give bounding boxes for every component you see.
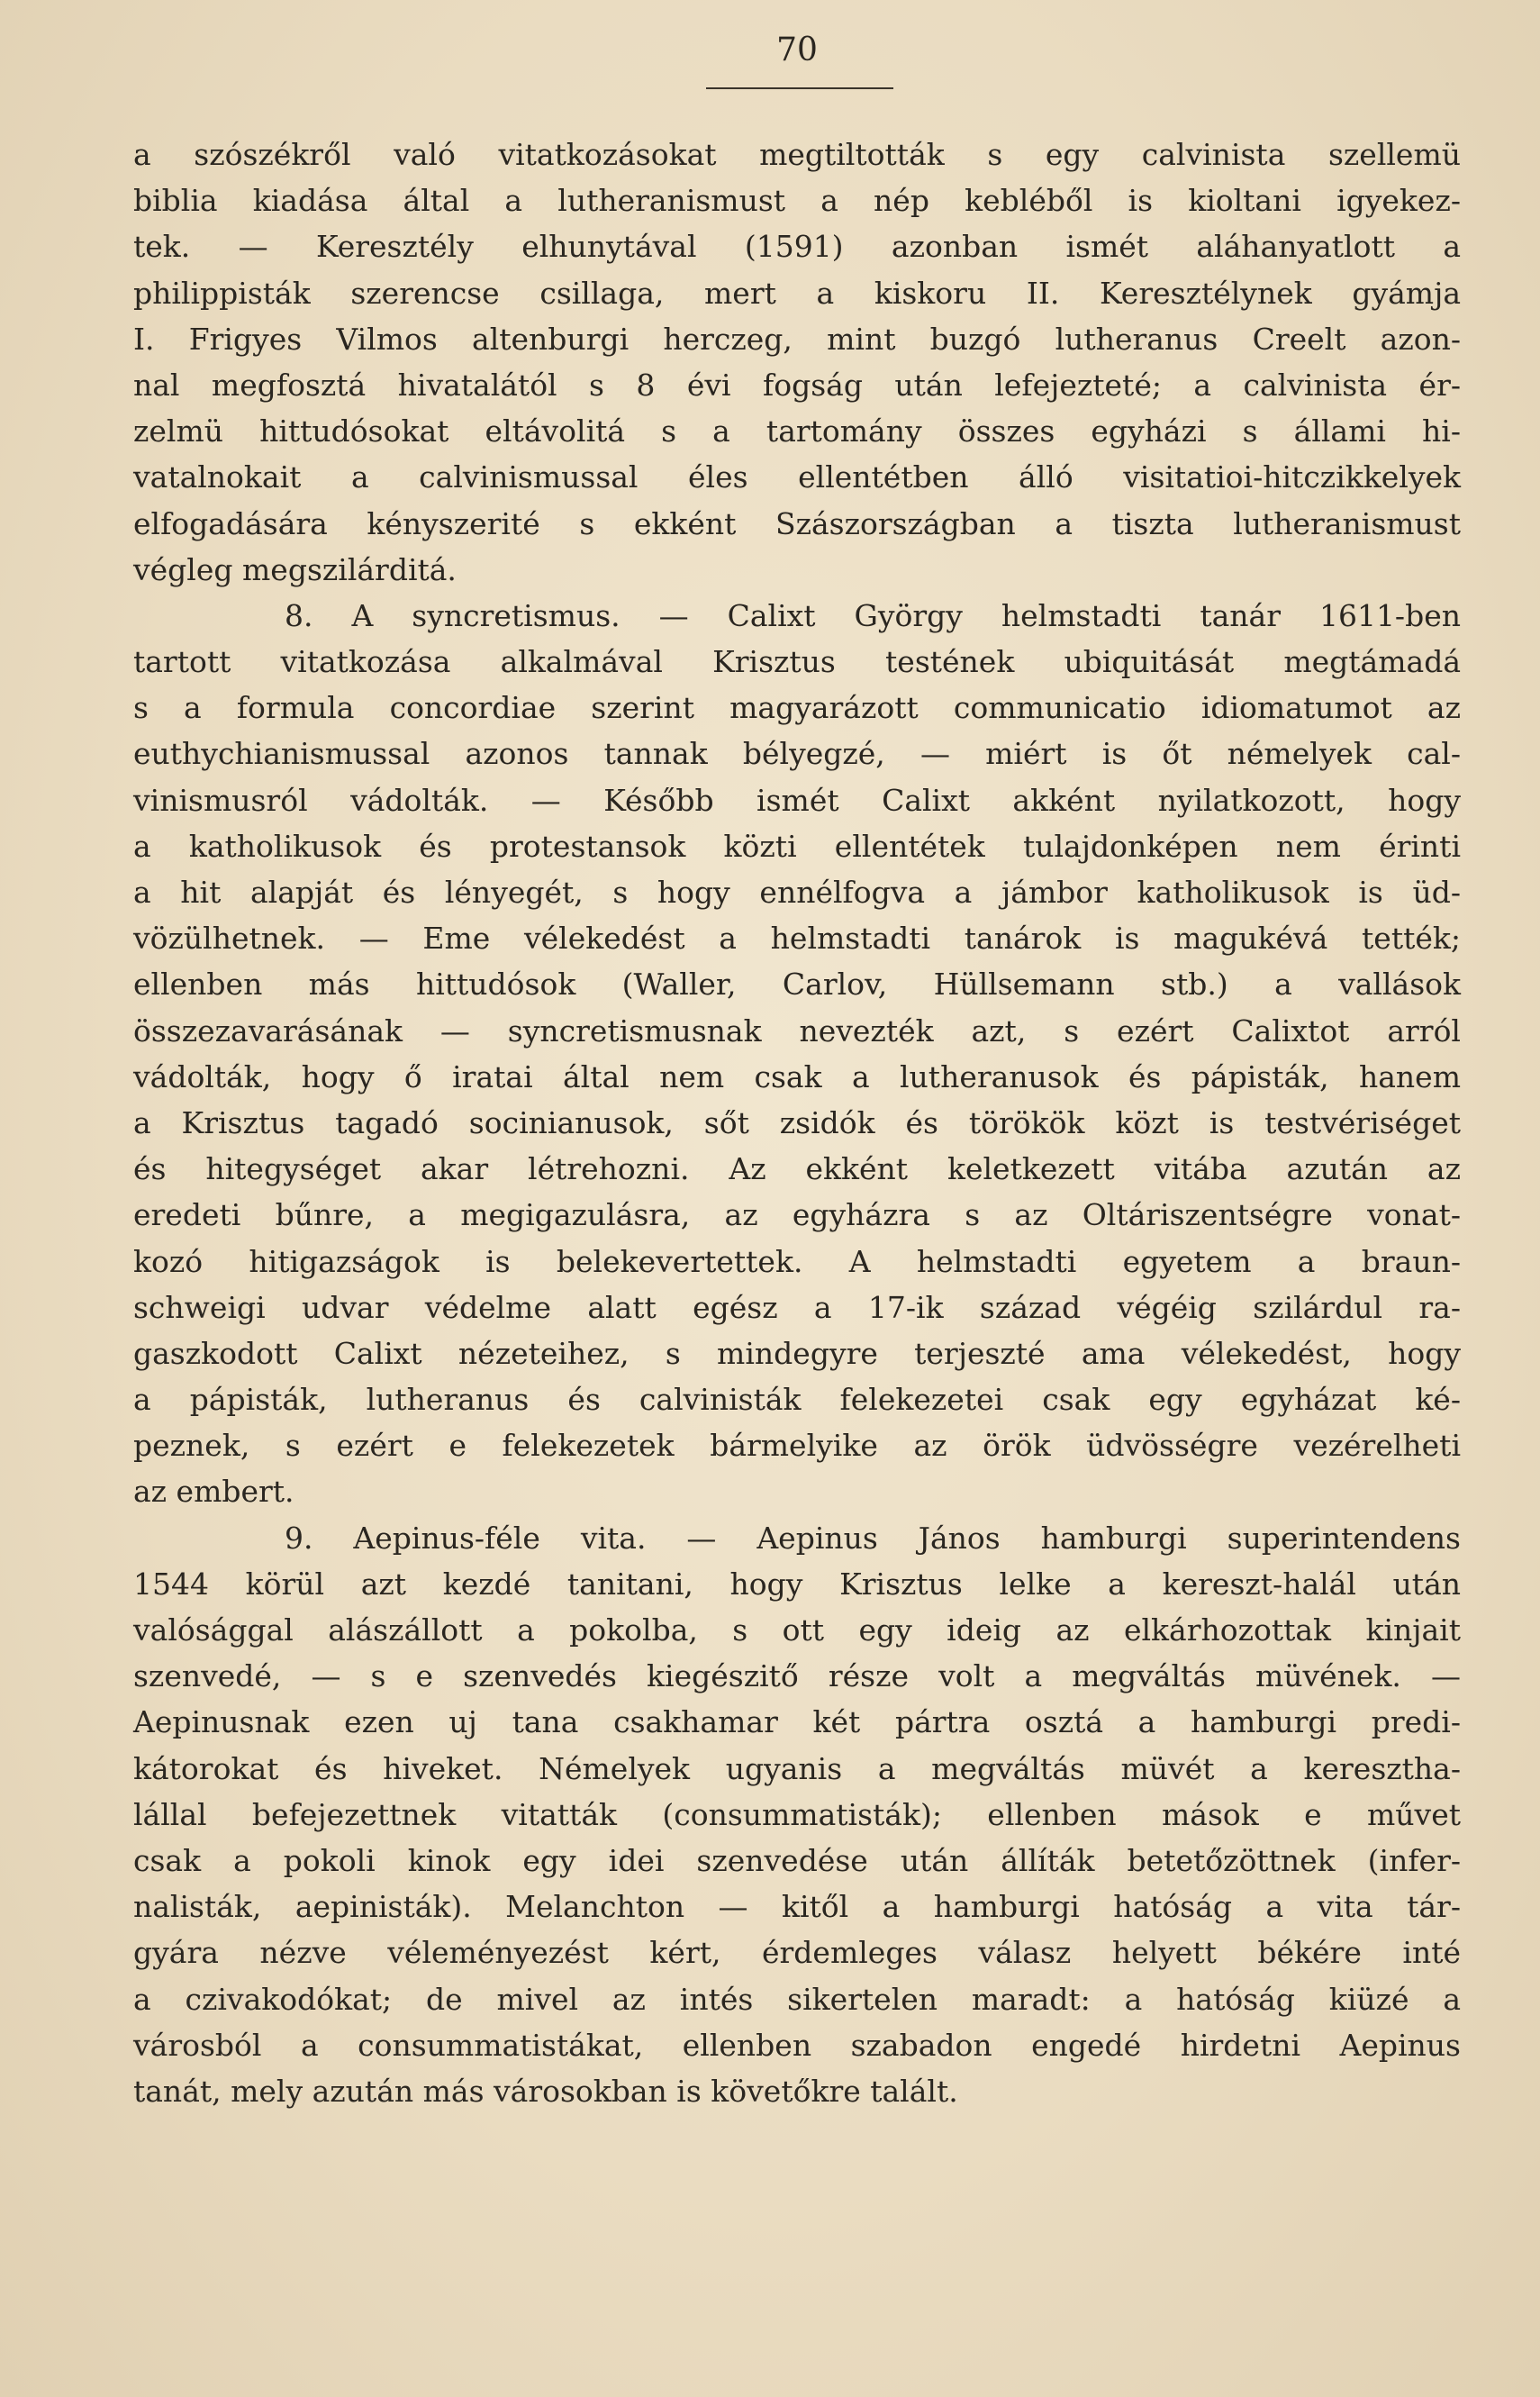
text-line: összezavarásának — syncretismusnak nevezték azt, s ezért Calixtot arról bbox=[133, 1012, 1461, 1049]
text-line: csak a pokoli kinok egy idei szenvedése után állíták betetőzöttnek (infer- bbox=[133, 1842, 1461, 1878]
page-number: 70 bbox=[776, 32, 818, 68]
text-line: tanát, mely azután más városokban is követőkre talált. bbox=[133, 2073, 958, 2109]
text-line: városból a consummatistákat, ellenben szabadon engedé hirdetni Aepinus bbox=[133, 2027, 1461, 2063]
text-line: a hit alapját és lényegét, s hogy ennélfogva a jámbor katholikusok is üd- bbox=[133, 875, 1461, 910]
text-line: a katholikusok és protestansok közti ellentétek tulajdonképen nem érinti bbox=[133, 828, 1461, 864]
text-line: valósággal alászállott a pokolba, s ott egy ideig az elkárhozottak kinjait bbox=[133, 1612, 1461, 1648]
text-line: vatalnokait a calvinismussal éles ellentétben álló visitatioi-hitczikkelyek bbox=[133, 459, 1461, 495]
text-line: kátorokat és hiveket. Némelyek ugyanis a megváltás müvét a kereszthа- bbox=[133, 1750, 1461, 1786]
text-line: I. Frigyes Vilmos altenburgi herczeg, mint buzgó lutheranus Creelt azon- bbox=[133, 321, 1461, 357]
text-line: peznek, s ezért e felekezetek bármelyike az örök üdvösségre vezérelheti bbox=[133, 1428, 1461, 1464]
text-line: végleg megszilárditá. bbox=[133, 551, 457, 587]
text-line: biblia kiadása által a lutheranismust a nép kebléből is kioltani igyekez- bbox=[133, 183, 1461, 219]
text-line: nalisták, aepinisták). Melanchton — kitől a hamburgi hatóság a vita tár- bbox=[133, 1889, 1461, 1925]
text-line: lállal befejezettnek vitatták (consummatisták); ellenben mások e művet bbox=[133, 1796, 1461, 1832]
text-line: 9. Aepinus-féle vita. — Aepinus János hamburgi superintendens bbox=[285, 1520, 1461, 1556]
text-line: elfogadására kényszerité s ekként Szászországban a tiszta lutheranismust bbox=[133, 505, 1461, 541]
text-line: gaszkodott Calixt nézeteihez, s mindegyre terjeszté ama vélekedést, hogy bbox=[133, 1335, 1461, 1371]
text-line: nal megfosztá hivatalától s 8 évi fogság után lefejezteté; a calvinista ér- bbox=[133, 367, 1461, 403]
text-line: 8. A syncretismus. — Calixt György helmstadti tanár 1611-ben bbox=[285, 597, 1461, 633]
text-line: a pápisták, lutheranus és calvinisták felekezetei csak egy egyházat ké- bbox=[133, 1382, 1461, 1418]
text-line: s a formula concordiae szerint magyarázott communicatio idiomatumot az bbox=[133, 690, 1461, 726]
text-line: schweigi udvar védelme alatt egész a 17-ik század végéig szilárdul ra- bbox=[133, 1289, 1461, 1325]
text-line: zelmü hittudósokat eltávolitá s a tartomány összes egyházi s állami hi- bbox=[133, 413, 1461, 449]
text-line: gyára nézve véleményezést kért, érdemleges válasz helyett békére inté bbox=[133, 1935, 1461, 1971]
text-line: vinismusról vádolták. — Később ismét Calixt akként nyilatkozott, hogy bbox=[133, 782, 1461, 818]
body-text bbox=[133, 132, 1461, 2114]
text-line: a szószékről való vitatkozásokat megtiltották s egy calvinista szellemü bbox=[133, 137, 1461, 172]
text-line: ellenben más hittudósok (Waller, Carlov, Hüllsemann stb.) a vallások bbox=[133, 967, 1461, 1003]
text-line: 1544 körül azt kezdé tanitani, hogy Krisztus lelke a kereszt-halál után bbox=[133, 1566, 1461, 1602]
text-line: eredeti bűnre, a megigazulásra, az egyházra s az Oltáriszentségre vonat- bbox=[133, 1197, 1461, 1233]
text-line: szenvedé, — s e szenvedés kiegészitő része volt a megváltás müvének. — bbox=[133, 1658, 1461, 1694]
text-line: a Krisztus tagadó socinianusok, sőt zsidók és törökök közt is testvériséget bbox=[133, 1104, 1461, 1140]
header-rule bbox=[706, 87, 893, 89]
text-line: Aepinusnak ezen uj tana csakhamar két pártra osztá a hamburgi predi- bbox=[133, 1704, 1461, 1740]
text-line: az embert. bbox=[133, 1474, 294, 1510]
text-line: tek. — Keresztély elhunytával (1591) azonban ismét aláhanyatlott a bbox=[133, 229, 1461, 265]
text-line: vözülhetnek. — Eme vélekedést a helmstadti tanárok is magukévá tették; bbox=[133, 921, 1461, 957]
text-line: philippisták szerencse csillaga, mert a kiskoru II. Keresztélynek gyámja bbox=[133, 275, 1461, 311]
text-line: a czivakodókat; de mivel az intés sikertelen maradt: a hatóság kiüzé a bbox=[133, 1981, 1461, 2017]
text-line: euthychianismussal azonos tannak bélyegzé, — miért is őt némelyek cal- bbox=[133, 736, 1461, 772]
text-line: és hitegységet akar létrehozni. Az ekként keletkezett vitába azután az bbox=[133, 1151, 1461, 1187]
text-line: tartott vitatkozása alkalmával Krisztus testének ubiquitását megtámadá bbox=[133, 644, 1461, 680]
text-line: kozó hitigazságok is belekevertettek. A helmstadti egyetem a braun- bbox=[133, 1243, 1461, 1279]
text-line: vádolták, hogy ő iratai által nem csak a lutheranusok és pápisták, hanem bbox=[133, 1058, 1461, 1094]
